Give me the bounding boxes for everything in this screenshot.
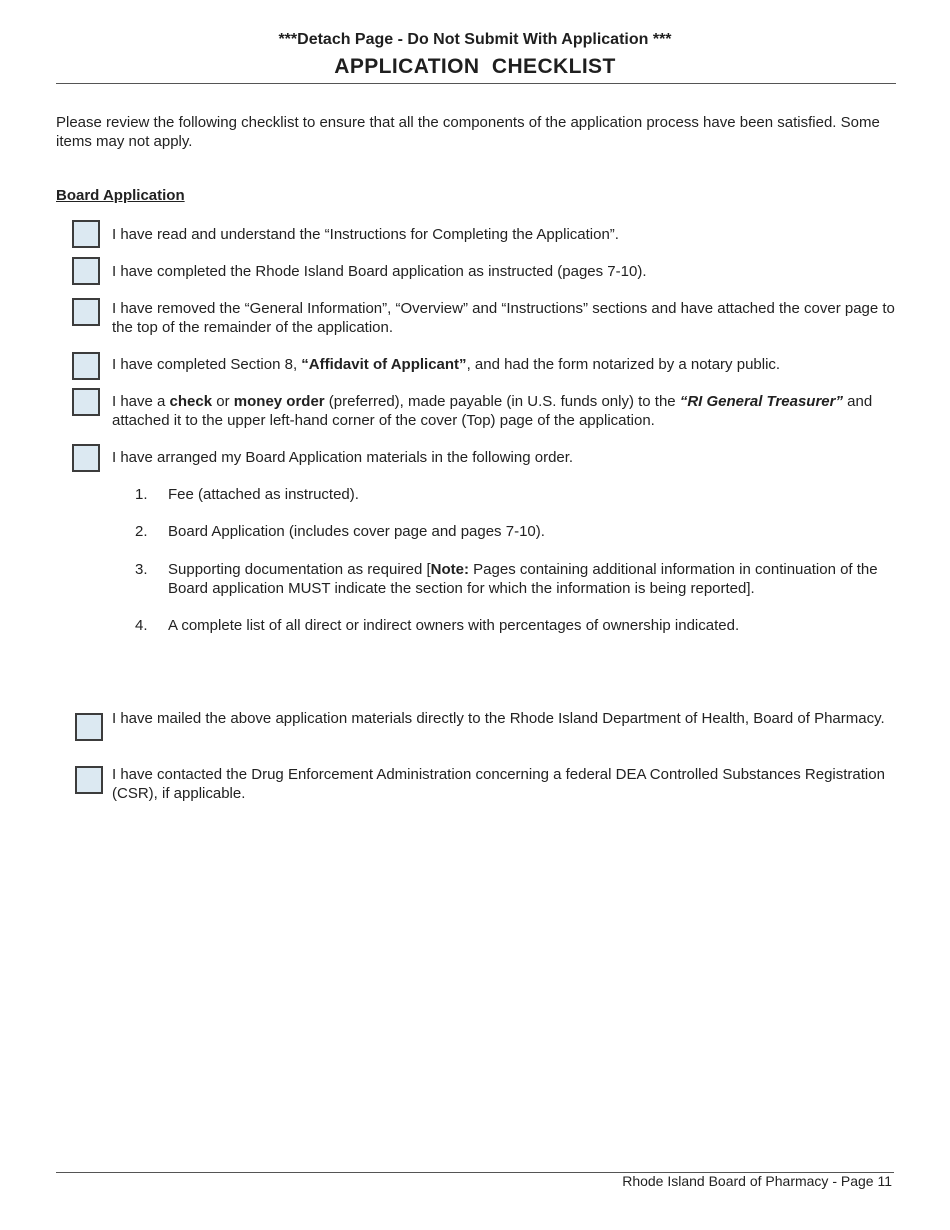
checklist-item-8: I have contacted the Drug Enforcement Administration concerning a federal DEA Controlled Substances Registration (CSR), if applicable. [112, 766, 885, 802]
item-4-text-after: , and had the form notarized by a notary public. [466, 356, 781, 373]
order-number-2: 2. [135, 523, 148, 540]
order-item-3-text-before: Supporting documentation as required [ [168, 561, 431, 578]
checkbox-item-2[interactable] [72, 257, 100, 285]
section-heading-board-application: Board Application [56, 187, 185, 204]
order-number-4: 4. [135, 617, 148, 634]
order-item-2: Board Application (includes cover page and pages 7-10). [168, 523, 545, 540]
order-item-3-note-label: Note: [430, 561, 469, 578]
order-item-1: Fee (attached as instructed). [168, 486, 359, 503]
item-4-text-before: I have completed Section 8, [112, 356, 302, 373]
order-item-3 [168, 560, 898, 598]
header-divider [56, 83, 896, 84]
page-title: APPLICATION CHECKLIST [334, 55, 616, 78]
order-number-1: 1. [135, 486, 148, 503]
item-5-money-order-label: money order [233, 393, 325, 410]
checkbox-item-1[interactable] [72, 220, 100, 248]
page-footer: Rhode Island Board of Pharmacy - Page 11 [622, 1173, 892, 1189]
item-5-text-4: and attached it to the upper left-hand corner of the cover (Top) page of the application. [112, 393, 873, 429]
checklist-item-7: I have mailed the above application materials directly to the Rhode Island Department of Health, Board of Pharmacy. [112, 710, 885, 727]
checklist-item-5 [112, 392, 898, 430]
checkbox-item-3[interactable] [72, 298, 100, 326]
checklist-item-2: I have completed the Rhode Island Board application as instructed (pages 7-10). [112, 263, 647, 280]
item-5-text-2: or [212, 393, 234, 410]
checkbox-item-5[interactable] [72, 388, 100, 416]
detach-notice: ***Detach Page - Do Not Submit With Application *** [278, 31, 672, 48]
item-4-affidavit-label: “Affidavit of Applicant” [301, 356, 467, 373]
checkbox-item-8[interactable] [75, 766, 103, 794]
order-item-4: A complete list of all direct or indirect owners with percentages of ownership indicated. [168, 617, 740, 634]
item-5-text-3: (preferred), made payable (in U.S. funds only) to the [324, 393, 680, 410]
checklist-item-4 [112, 355, 898, 374]
item-5-text-1: I have a [112, 393, 170, 410]
checkbox-item-4[interactable] [72, 352, 100, 380]
item-5-payee: “RI General Treasurer” [679, 393, 843, 410]
order-number-3: 3. [135, 561, 148, 578]
checklist-item-6: I have arranged my Board Application materials in the following order. [112, 449, 574, 466]
checkbox-item-7[interactable] [75, 713, 103, 741]
checklist-item-3: I have removed the “General Information”, “Overview” and “Instructions” sections and have attached the cover page to the top of the remainder of the application. [112, 300, 895, 336]
checkbox-item-6[interactable] [72, 444, 100, 472]
intro-paragraph: Please review the following checklist to ensure that all the components of the application process have been satisfied. Some items may not apply. [56, 114, 880, 150]
checklist-item-1: I have read and understand the “Instructions for Completing the Application”. [112, 226, 619, 243]
item-5-check-label: check [169, 393, 213, 410]
order-item-3-text-after: Pages containing additional information in continuation of the Board application MUST indicate the section for which the information is being reported]. [168, 561, 878, 597]
